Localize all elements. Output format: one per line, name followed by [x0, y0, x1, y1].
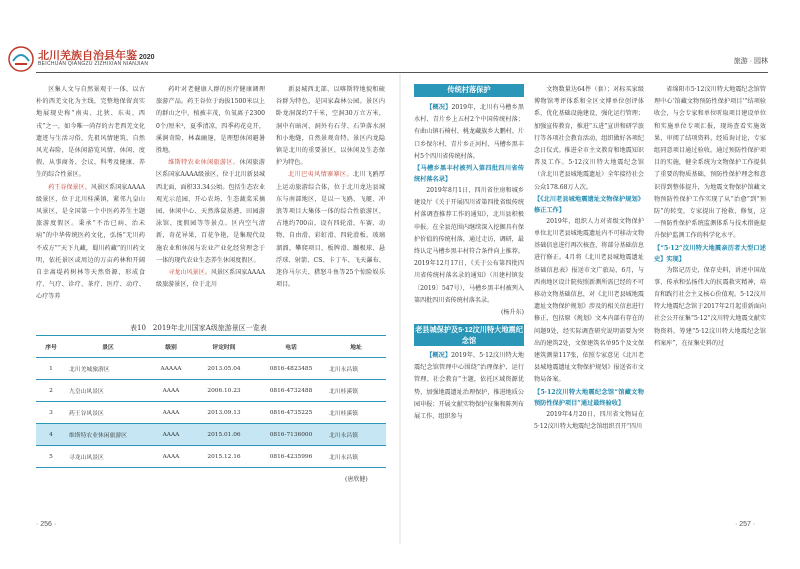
entry-title: 北川巴夷风情寨寨区。 [288, 171, 353, 179]
table-cell: 北川羌城旅游区 [66, 358, 150, 380]
table-header-row [36, 336, 386, 358]
right-column-3 [654, 84, 766, 520]
paragraph-text: 文物数量达64件（套）；对标买家级博物馆考评体系和全区文博单位创评体系，优化基础设施建设，强化运行管理；加强宣传教育，推进“五进”宣讲和研学旅行等各项社会教育活动，组织做好各项纪念日仪式。推进全市主文教育和地震知识普及工作。5·12汶川特大地震纪念馆（含北川老县城地震遗址）全年接待社会公众178.68万人次。 [534, 86, 644, 191]
paragraph-text: 新县城西北部，以喀斯特地貌和硫谷群为特色，是国家森林公园。景区内卧龙洞深约7千米，空洞30万立方米，洞中有暗河，洞外有石芽、石笋落水洞和小地缝，自然景观奇特。景区内龙隐镇是北川的重要景区，以休闲及生态保护为特色。 [276, 86, 385, 167]
table-cell: 药王谷风景区 [66, 402, 150, 424]
column-header: 级别 [150, 336, 192, 358]
paragraph-text: 省绵阳市5·12汶川特大地震纪念馆管理中心‘馆藏文物预防性保护项目’”结项验收会，与会专家和单位听取项目建设单位和实施单位专项汇报，现场查看实施效果，审阅了结项资料，经质询讨论，专家组同意项目通过验收。通过预防性保护项目的实施，健全系统为文物保护工作提供了重要的物质基础，预防性保护理念和意识得到整体提升，为地震文物保护馆藏文物预防性保护工作实现了从“治愈”到“预防”的转变，专家提出了抢救、修复，这一预防性保护系统监测体系与技术措施提升保护监测工作的科学化水平。 [654, 86, 766, 240]
paragraph-text: 休闲旅游区系国家AAAA级景区，位于北川新县城西北面，面积33.34公顷。包括生态农业观光示范园、开心农场、生态蔬菜采摘园、休闲中心、天然落鼠基港、田园游泳馆、度假园等等景点。区内空气清新，奇花异果，百花争艳，是集现代设施农业和休闲与农业产业化经营理念于一体的现代农业生态养生休闲度假区。 [156, 159, 266, 264]
left-column-1 [36, 84, 145, 316]
paragraph [414, 185, 524, 307]
paragraph-text: 2019年8月1日，四川省住房和城乡建设厅《关于开展四川省第四批省级传统村落调查推荐工作的通知》，北川县积极申报。在全县范围内继续深入挖掘具有保护价值的传统村落，通过走访，调研，最终认定马槽乡黑丰村符合条件向上推荐。2019年12月17日，《关于公布第四批四川省传统村落名录的通知》（川建村镇发〔2019〕547号），马槽乡黑丰村被列入第四批四川省传统村落名录。 [414, 187, 524, 304]
table-cell: 5 [36, 446, 66, 468]
table-cell: 2013.05.04 [192, 358, 256, 380]
table-cell: AAAA [150, 424, 192, 446]
yearbook-logo-icon [8, 46, 34, 72]
subsection-heading: 【《北川老县城地震遗址文物保护规划》修正工作】 [534, 195, 644, 214]
right-column-1-bottom [414, 350, 524, 520]
entry-title: 维斯特农业休闲旅游区。 [168, 159, 240, 167]
table-cell: 维斯特农业休闲旅游区 [66, 424, 150, 446]
table-cell: 2013.09.13 [192, 402, 256, 424]
table-cell: 2 [36, 380, 66, 402]
paragraph-text: 2019年，5·12汶川特大地震纪念馆管理中心围绕“治理保护、运行管理、社会教育”主题，依托区域资源优势，加强地震遗址治理保护，推进地质公园申报；开展文献实物保护征集和陈列布展工作，组织参与 [414, 352, 525, 421]
paragraph [534, 409, 644, 433]
table-cell: 0816-4823485 [256, 358, 326, 380]
paragraph-text: 风景区系国家AAAA级旅游景区，位于北川 [156, 269, 266, 289]
table-cell: 3 [36, 402, 66, 424]
table-cell: 0816-4735225 [256, 402, 326, 424]
table-cell: 2015.01.06 [192, 424, 256, 446]
table-caption: 表10 2019年北川国家A级旅游景区一览表 [130, 324, 267, 332]
table-row [36, 446, 386, 468]
subsection-heading: 【5·12汶川特大地震纪念馆“馆藏文物预防性保护项目”通过最终验收】 [534, 388, 644, 407]
column-header: 评定时间 [192, 336, 256, 358]
table-row [36, 358, 386, 380]
paragraph-text: 区集人文与自然景观于一体，以古朴的西羌文化为主线，完整地保留真实地展现史称“南夷、北狄、东夷、西戎”之一，如今唯一尚存的古老西羌文化遗迹与生活习俗，先祖风情建筑、自然风光春险，是休闲游览风情、休闲、度假、从事商务、会议、科考及健康、养生的综合性景区。 [36, 86, 145, 179]
paragraph [534, 216, 644, 387]
book-year: 2020 [139, 54, 155, 61]
paragraph [36, 84, 145, 182]
table-cell: AAAA [150, 402, 192, 424]
paragraph-text: 风景区系国家AAAA级景区，位于北川桂溪镇，紧邻九皇山风景区，是全国第一个中医药养生主题旅游度假区。秉承“不治已病、治未病”的中华传统医药文化，弘扬“无川药不成方”“天下九藏，蜀川药藏”的川药文明，依托景区或周边的万亩药林和开阔自幸离堤药树林等天然资源，形成食疗、气疗、诊疗、茶疗、医疗、动疗、心疗等养 [36, 183, 146, 301]
table-cell: 北川永昌镇 [326, 446, 386, 468]
paragraph [156, 267, 265, 291]
table-cell: AAAA [150, 380, 192, 402]
right-page-number: · 257 · [735, 521, 756, 528]
table-cell: 4 [36, 424, 66, 446]
table-cell: 北川永昌镇 [326, 424, 386, 446]
book-pinyin: BEICHUAN QIANGZU ZIZHIXIAN NIANJIAN [38, 61, 149, 67]
column-header: 序号 [36, 336, 66, 358]
table-cell: 0816-7136000 [256, 424, 326, 446]
paragraph [276, 84, 385, 169]
table-cell: 0816-4732488 [256, 380, 326, 402]
paragraph-keyword: 【概况】 [426, 352, 452, 359]
paragraph-text: 北川飞鸥厚上运动旅游综合体，位于北川龙达县城东与南部地区，是以一飞鸥、飞艇、冲浪等项目大集体一体的综合性旅游区，占地约700亩，设有四轮滑、车赛、动物、自由滑、彩虹滑、四轮滑板、玻璃溜溜、攀爬项目、板牌滑、蹦极球、悬浮球、射箭、CS、卡丁车、飞天瀑布、迷你马尔夫、猎怒斗鱼等25个惊险娱乐项目。 [276, 171, 386, 289]
paragraph-text: 2019年，北川有马槽乡黑水村、青片乡上五村2个中国传统村落；有曲山镇石椅村、桃龙藏族乡大鹏村、片口乡保尔村、青片乡正河村、马槽乡黑丰村5个四川省传统村落。 [414, 104, 524, 160]
paragraph [654, 84, 766, 243]
paragraph [156, 157, 265, 267]
paragraph [534, 84, 644, 194]
table-cell: 2015.12.16 [192, 446, 256, 468]
table-cell: 北川永昌镇 [326, 358, 386, 380]
book-title-text: 北川羌族自治县年鉴 [38, 50, 137, 62]
table-cell: 0816-4235996 [256, 446, 326, 468]
column-header: 景区 [66, 336, 150, 358]
editor-credit: (杨升东) [500, 309, 524, 317]
right-column-1-top [414, 102, 524, 317]
paragraph-text: 2019年4月20日，四川省文物局在5·12汶川特大地震纪念馆组织召开“四川 [534, 410, 644, 430]
left-column-2 [156, 84, 265, 316]
left-page-number: · 256 · [36, 521, 57, 528]
paragraph [36, 182, 145, 304]
paragraph-text: 药叶对老健康人群的医疗健康调理旅游产品。药王谷位于海拔1500米以上的群山之中，植被丰茂，负氧离子23000个/厘米³，夏季清凉，四季药花竞开，溪涧奇险，林森幽邃，是理想休闲避暑胜地。 [156, 86, 265, 155]
table-cell: AAAA [150, 446, 192, 468]
scenic-area-table [36, 335, 386, 468]
table-cell: 九皇山风景区 [66, 380, 150, 402]
section-label: 旅游 · 园林 [733, 58, 768, 65]
paragraph-text: 2019年，组织人力对省级文物保护单位北川老县城地震遗址内不可移动文物基础信息进行再次核查，将部分基础信息进行修正。4月将《北川老县城地震遗址基础信息表》报送市文广旅局，6月，与西南地区设计院按照新测所需已经的不可移动文物基础信息，对《北川老县城地震遗址文物保护规划》涉及的相关信息进行修正，包括原《规划》文本内部有存在的问题9处，经实际调查研究说明需要为突出的建筑2处，文保建筑名单95个及文保建筑测量117张，依照专家意见《北川老县城地震遗址文物保护规划》报送省市文物局备案。 [534, 217, 644, 384]
right-column-2 [534, 84, 644, 520]
table-cell: AAAAA [150, 358, 192, 380]
paragraph [156, 84, 265, 157]
table-editor: (唐欣健) [345, 476, 368, 483]
entry-title: 寻龙山风景区。 [168, 269, 211, 277]
left-column-3 [276, 84, 385, 316]
table-row [36, 380, 386, 402]
subsection-heading: 【“5·12”汶川特大地震亲历者大型口述史】实现】 [654, 244, 766, 263]
subsection-heading: 【马槽乡黑丰村被列入第四批四川省传统村落名录】 [414, 165, 524, 184]
section-head-old-county-memorial: 老县城保护及5·12汶川特大地震纪念馆 [415, 325, 523, 345]
column-header: 地址 [326, 336, 386, 358]
page-gutter [399, 74, 401, 544]
header-rule [36, 72, 768, 73]
table-cell: 北川桂溪镇 [326, 380, 386, 402]
table-row [36, 402, 386, 424]
entry-title: 药王谷保景区。 [48, 183, 91, 191]
table-row [36, 424, 386, 446]
paragraph [276, 169, 385, 291]
paragraph-text: 为铭记历史，保存史料，讲述中国故事、传承和弘扬伟大的抗震救灾精神，培育和践行社会主义核心价值观。5·12汶川特大地震纪念馆于2017年2月起重新面向社会公开征集“5·12”汶川特大地震文献实物资料，筹建“5·12汶川特大地震纪念馆档案库”，在征集史料的过 [654, 266, 766, 347]
paragraph [654, 265, 766, 350]
table-cell: 寻龙山风景区 [66, 446, 150, 468]
table-cell: 北川桂溪镇 [326, 402, 386, 424]
paragraph [414, 102, 524, 163]
column-header: 电话 [256, 336, 326, 358]
section-head-traditional-villages: 传统村落保护 [414, 84, 524, 97]
table-body [36, 358, 386, 468]
paragraph-keyword: 【概况】 [426, 104, 452, 111]
table-cell: 1 [36, 358, 66, 380]
table-cell: 2006.10.23 [192, 380, 256, 402]
paragraph [414, 350, 524, 423]
